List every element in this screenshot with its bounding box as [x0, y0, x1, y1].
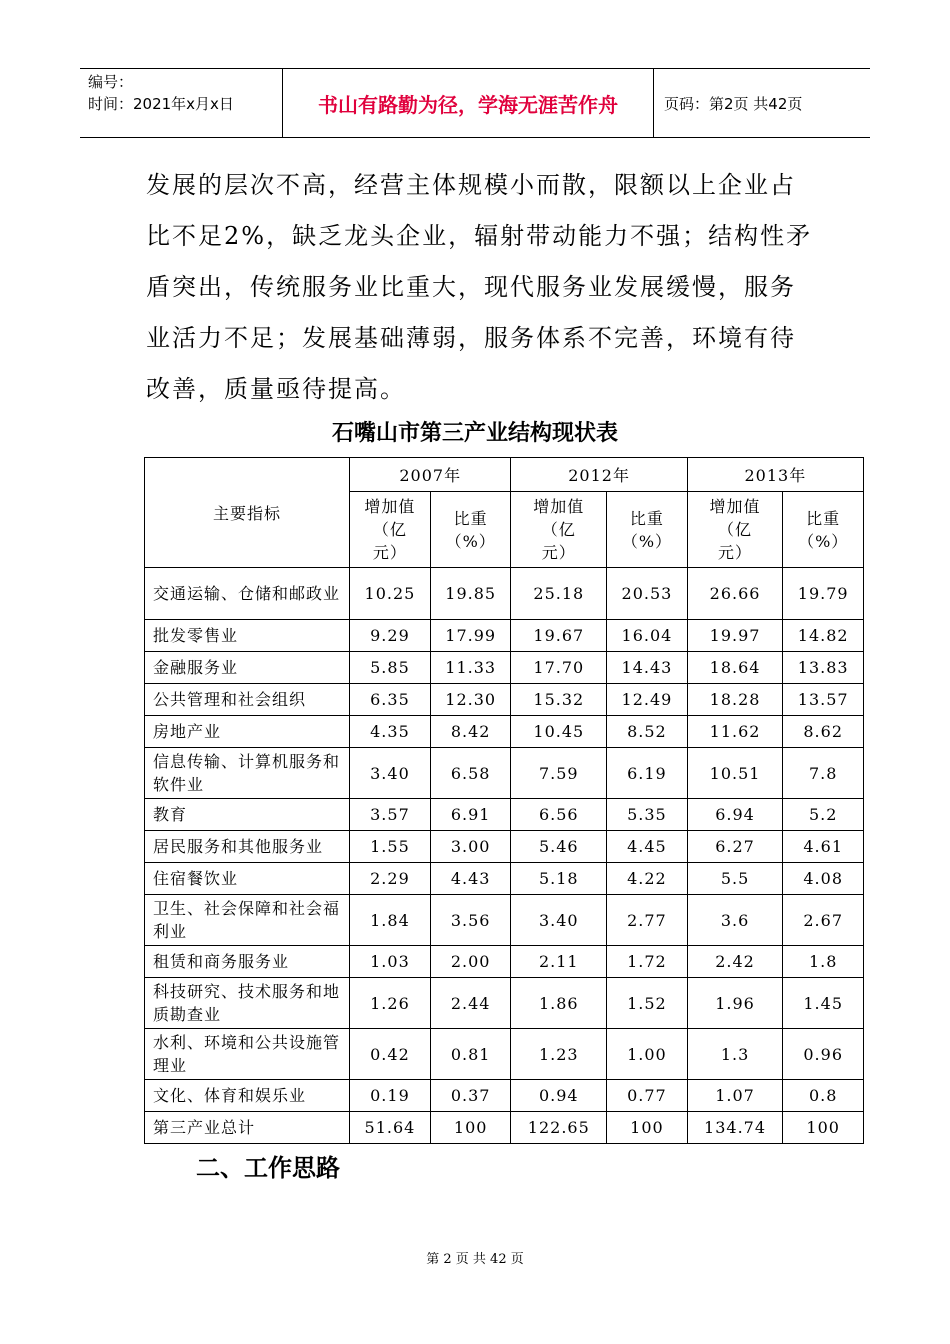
table-cell: 19.97	[687, 620, 783, 652]
indicator-name: 交通运输、仓储和邮政业	[145, 568, 350, 620]
table-row	[145, 716, 864, 748]
table-cell: 2.44	[430, 978, 511, 1029]
table-row	[145, 799, 864, 831]
page-header	[80, 68, 870, 138]
table-cell: 6.58	[430, 748, 511, 799]
share-subheader	[607, 492, 688, 568]
value-subheader-line: 增加值	[364, 497, 416, 516]
year-header: 2012年	[511, 458, 687, 492]
table-cell: 14.43	[607, 652, 688, 684]
table-cell: 10.51	[687, 748, 783, 799]
table-cell: 3.00	[430, 831, 511, 863]
indicator-name: 租赁和商务服务业	[145, 946, 350, 978]
indicator-name: 教育	[145, 799, 350, 831]
table-cell: 4.22	[607, 863, 688, 895]
table-cell: 1.3	[687, 1029, 783, 1080]
tertiary-industry-table	[144, 457, 864, 1144]
paragraph-line: 改善，质量亟待提高。	[146, 375, 406, 403]
indicator-name: 卫生、社会保障和社会福利业	[145, 895, 350, 946]
share-subheader-line: （%）	[621, 531, 673, 551]
table-cell: 4.45	[607, 831, 688, 863]
table-corner-header: 主要指标	[145, 458, 350, 568]
indicator-name: 水利、环境和公共设施管理业	[145, 1029, 350, 1080]
table-cell: 51.64	[350, 1112, 431, 1144]
paragraph-line: 发展的层次不高，经营主体规模小而散，限额以上企业占	[146, 171, 796, 199]
table-cell: 8.42	[430, 716, 511, 748]
indicator-name: 信息传输、计算机服务和软件业	[145, 748, 350, 799]
table-cell: 11.33	[430, 652, 511, 684]
indicator-name: 住宿餐饮业	[145, 863, 350, 895]
table-cell: 1.23	[511, 1029, 607, 1080]
table-cell: 6.94	[687, 799, 783, 831]
table-cell: 100	[607, 1112, 688, 1144]
table-row	[145, 863, 864, 895]
table-cell: 0.81	[430, 1029, 511, 1080]
table-cell: 0.37	[430, 1080, 511, 1112]
table-cell: 0.94	[511, 1080, 607, 1112]
table-cell: 1.72	[607, 946, 688, 978]
indicator-name: 房地产业	[145, 716, 350, 748]
table-cell: 19.85	[430, 568, 511, 620]
table-row	[145, 978, 864, 1029]
table-cell: 4.61	[783, 831, 864, 863]
table-cell: 25.18	[511, 568, 607, 620]
table-row	[145, 620, 864, 652]
table-row	[145, 895, 864, 946]
table-cell: 1.52	[607, 978, 688, 1029]
table-cell: 2.42	[687, 946, 783, 978]
value-subheader-line: 元）	[372, 543, 407, 562]
value-subheader-line: （亿	[541, 520, 576, 539]
table-cell: 1.03	[350, 946, 431, 978]
table-cell: 1.96	[687, 978, 783, 1029]
table-cell: 1.84	[350, 895, 431, 946]
table-cell: 100	[430, 1112, 511, 1144]
value-subheader-line: （亿	[372, 520, 407, 539]
table-cell: 5.35	[607, 799, 688, 831]
table-cell: 4.43	[430, 863, 511, 895]
table-cell: 11.62	[687, 716, 783, 748]
table-cell: 1.8	[783, 946, 864, 978]
value-subheader-line: 元）	[718, 543, 753, 562]
indicator-name: 公共管理和社会组织	[145, 684, 350, 716]
table-cell: 3.56	[430, 895, 511, 946]
table-cell: 2.11	[511, 946, 607, 978]
table-cell: 6.19	[607, 748, 688, 799]
table-cell: 1.55	[350, 831, 431, 863]
table-cell: 1.26	[350, 978, 431, 1029]
table-row	[145, 831, 864, 863]
table-cell: 15.32	[511, 684, 607, 716]
table-cell: 0.19	[350, 1080, 431, 1112]
value-subheader	[511, 492, 607, 568]
table-cell: 5.46	[511, 831, 607, 863]
table-cell: 13.83	[783, 652, 864, 684]
table-row	[145, 1029, 864, 1080]
page-footer: 第 2 页 共 42 页	[426, 1252, 524, 1267]
table-cell: 8.52	[607, 716, 688, 748]
paragraph-line: 业活力不足；发展基础薄弱，服务体系不完善，环境有待	[146, 324, 796, 352]
table-cell: 0.42	[350, 1029, 431, 1080]
table-cell: 18.28	[687, 684, 783, 716]
indicator-name: 金融服务业	[145, 652, 350, 684]
body-paragraph	[146, 160, 816, 415]
table-cell: 17.99	[430, 620, 511, 652]
indicator-name: 批发零售业	[145, 620, 350, 652]
indicator-name: 第三产业总计	[145, 1112, 350, 1144]
table-row	[145, 568, 864, 620]
value-subheader-line: 增加值	[533, 497, 585, 516]
header-page-info: 页码：第2页 共42页	[664, 94, 803, 113]
section-heading: 二、工作思路	[196, 1154, 340, 1182]
table-cell: 1.86	[511, 978, 607, 1029]
value-subheader	[350, 492, 431, 568]
table-cell: 1.07	[687, 1080, 783, 1112]
value-subheader-line: 元）	[541, 543, 576, 562]
table-cell: 5.5	[687, 863, 783, 895]
table-cell: 7.59	[511, 748, 607, 799]
table-row	[145, 1080, 864, 1112]
share-subheader	[783, 492, 864, 568]
table-cell: 0.8	[783, 1080, 864, 1112]
year-header: 2013年	[687, 458, 863, 492]
paragraph-line: 盾突出，传统服务业比重大，现代服务业发展缓慢，服务	[146, 273, 796, 301]
table-cell: 16.04	[607, 620, 688, 652]
table-cell: 6.35	[350, 684, 431, 716]
share-subheader-line: 比重	[806, 508, 841, 528]
table-cell: 26.66	[687, 568, 783, 620]
table-cell: 12.30	[430, 684, 511, 716]
table-cell: 1.45	[783, 978, 864, 1029]
table-cell: 2.29	[350, 863, 431, 895]
indicator-name: 居民服务和其他服务业	[145, 831, 350, 863]
table-cell: 1.00	[607, 1029, 688, 1080]
table-row	[145, 1112, 864, 1144]
table-cell: 18.64	[687, 652, 783, 684]
table-cell: 7.8	[783, 748, 864, 799]
value-subheader	[687, 492, 783, 568]
table-cell: 100	[783, 1112, 864, 1144]
table-cell: 3.6	[687, 895, 783, 946]
table-cell: 3.40	[511, 895, 607, 946]
table-cell: 13.57	[783, 684, 864, 716]
indicator-name: 科技研究、技术服务和地质勘查业	[145, 978, 350, 1029]
table-cell: 19.79	[783, 568, 864, 620]
table-cell: 5.85	[350, 652, 431, 684]
doc-time-label: 时间：2021年x月x日	[88, 95, 234, 113]
table-cell: 2.77	[607, 895, 688, 946]
table-cell: 3.57	[350, 799, 431, 831]
table-cell: 2.00	[430, 946, 511, 978]
share-subheader-line: 比重	[629, 508, 664, 528]
table-cell: 5.2	[783, 799, 864, 831]
table-cell: 3.40	[350, 748, 431, 799]
share-subheader	[430, 492, 511, 568]
table-cell: 20.53	[607, 568, 688, 620]
table-cell: 122.65	[511, 1112, 607, 1144]
table-cell: 4.08	[783, 863, 864, 895]
table-row	[145, 748, 864, 799]
table-cell: 0.77	[607, 1080, 688, 1112]
table-row	[145, 684, 864, 716]
doc-number-label: 编号：	[88, 73, 134, 91]
table-cell: 5.18	[511, 863, 607, 895]
table-row	[145, 652, 864, 684]
table-cell: 0.96	[783, 1029, 864, 1080]
table-row	[145, 946, 864, 978]
share-subheader-line: （%）	[798, 531, 849, 551]
table-cell: 9.29	[350, 620, 431, 652]
table-cell: 6.91	[430, 799, 511, 831]
indicator-name: 文化、体育和娱乐业	[145, 1080, 350, 1112]
share-subheader-line: （%）	[445, 531, 496, 551]
table-cell: 134.74	[687, 1112, 783, 1144]
table-cell: 19.67	[511, 620, 607, 652]
header-meta	[80, 69, 282, 137]
table-cell: 2.67	[783, 895, 864, 946]
table-cell: 10.25	[350, 568, 431, 620]
table-title: 石嘴山市第三产业结构现状表	[331, 420, 618, 446]
table-cell: 6.27	[687, 831, 783, 863]
value-subheader-line: 增加值	[709, 497, 761, 516]
table-cell: 8.62	[783, 716, 864, 748]
share-subheader-line: 比重	[453, 508, 488, 528]
year-header: 2007年	[350, 458, 511, 492]
header-motto: 书山有路勤为径，学海无涯苦作舟	[282, 69, 654, 137]
table-cell: 10.45	[511, 716, 607, 748]
table-cell: 14.82	[783, 620, 864, 652]
table-cell: 4.35	[350, 716, 431, 748]
table-cell: 6.56	[511, 799, 607, 831]
table-cell: 17.70	[511, 652, 607, 684]
value-subheader-line: （亿	[718, 520, 753, 539]
table-cell: 12.49	[607, 684, 688, 716]
paragraph-line: 比不足2%，缺乏龙头企业，辐射带动能力不强；结构性矛	[146, 222, 813, 250]
